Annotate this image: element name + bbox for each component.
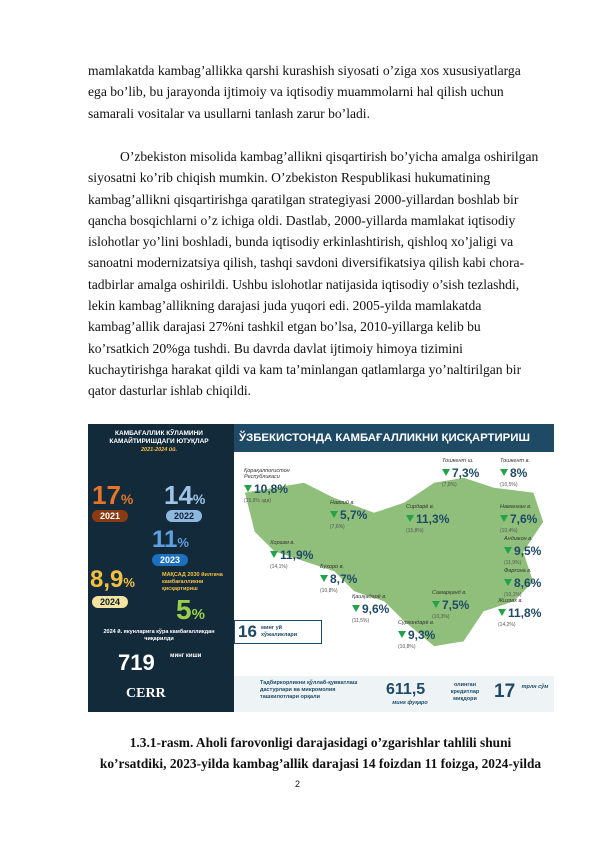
region-tashkent-region: Тошкент в. 8% (10,5%)	[500, 458, 530, 488]
infographic-left-panel	[88, 424, 234, 712]
region-fergana: Фарғона в. 8,6% (10,1%)	[504, 568, 542, 598]
text-line: sanoatni modernizatsiya qilish, tashqi savdoni diversifikatsiya qilish kabi chora-	[88, 255, 525, 271]
region-navoi: Навоий в. 5,7% (7,6%)	[330, 500, 368, 530]
region-jizzakh: Жиззах в. 11,8% (14,2%)	[498, 598, 542, 628]
text-line: ega bo’lib, bu jarayonda ijtimoiy va iqtisodiy muammolarni hal qilish uchun	[88, 84, 504, 100]
region-khorezm: Хоразм в. 11,9% (14,1%)	[270, 540, 314, 570]
text-line: siyosatni ko’rib chiqish mumkin. O’zbekiston Respublikasi hukumatining	[88, 170, 491, 186]
region-samarkand: Самарқанд в. 7,5% (10,3%)	[432, 590, 470, 620]
region-tashkent-city: Тошкент ш. 7,3% (7,8%)	[442, 458, 480, 488]
exit-value: 719	[118, 650, 155, 675]
text-line: islohotlar yo’lini boshladi, bunda iqtisodiy erkinlashtirish, qishloq xo’jaligi va	[88, 234, 514, 250]
credit-unit: минг фуқаро	[392, 700, 428, 706]
infographic-figure	[88, 424, 554, 712]
value-2021: 17%	[92, 480, 134, 510]
value-2024: 8,9%	[90, 566, 135, 593]
exit-text: 2024 й. якунларига кўра камбағалликдан чиқарилди	[103, 629, 215, 642]
cerr-logo: CERR	[126, 686, 166, 701]
mahalla-box	[234, 620, 322, 644]
left-subtitle: 2021-2024 йй.	[140, 447, 178, 453]
loan-text: олинган кредитлар миқдори	[450, 682, 480, 702]
text-line: qancha bosqichlarni o’z ichiga oldi. Dastlab, 2000-yillarda mamlakat iqtisodiy	[88, 212, 516, 228]
page-number: 2	[294, 779, 300, 789]
loan-value: 17	[494, 681, 516, 702]
region-syrdarya: Сирдарё в. 11,3% (15,8%)	[406, 504, 450, 534]
region-bukhara: Бухоро в. 8,7% (10,8%)	[320, 564, 358, 594]
region-andijan: Андижон в. 9,5% (11,9%)	[504, 536, 542, 566]
bottom-strip	[234, 676, 554, 712]
year-2024: 2024	[92, 596, 128, 608]
credit-value: 611,5	[386, 681, 426, 698]
text-line: samarali vositalar va usullarni tanlash zarur bo’ladi.	[88, 105, 370, 121]
text-line: qator dasturlar ishlab chiqildi.	[88, 383, 252, 399]
text-line: tadbirlar amalga oshirildi. Ushbu islohotlar natijasida iqtisodiy o’sish tezlashdi,	[88, 276, 520, 292]
left-title: КАМБАҒАЛЛИК КЎЛАМИНИ КАМАЙТИРИШДАГИ ЮТУҚЛАР	[109, 430, 209, 445]
banner-title: ЎЗБЕКИСТОНДА КАМБАҒАЛЛИКНИ ҚИСҚАРТИРИШ	[234, 424, 554, 452]
paragraph-2	[88, 146, 553, 402]
mahalla-value: 16	[238, 622, 257, 641]
text-line: lekin kambag’allikning darajasi juda yuqori edi. 2005-yilda mamlakatda	[88, 298, 482, 314]
region-karakalpakstan: Қорақалпоғистон Республикаси 10,8% (15,6% эди)	[244, 468, 290, 504]
text-line: mamlakatda kambag’allikka qarshi kurashish siyosati o’ziga xos xususiyatlarga	[88, 63, 521, 78]
caption-line: ko’rsatdiki, 2023-yilda kambag’allik darajasi 14 foizdan 11 foizga, 2024-yilda	[99, 756, 542, 771]
mahalla-text: минг уй хўжаликлари	[261, 625, 298, 638]
text-line: kambag’allik darajasi 27%ni tashkil etgan bo’lsa, 2010-yillarga kelib bu	[88, 319, 481, 335]
year-2021: 2021	[92, 510, 128, 522]
region-namangan: Наманган в. 7,6% (10,4%)	[500, 504, 538, 534]
text-line: O’zbekiston misolida kambag’allikni qisqartirish bo’yicha amalga oshirilgan	[120, 149, 539, 164]
text-line: kambag’allikni qisqartirishga qaratilgan strategiyasi 2000-yillardan boshlab bir	[88, 191, 519, 207]
figure-caption	[88, 732, 553, 774]
infographic-right-panel	[234, 424, 554, 712]
value-2023: 11%	[152, 526, 189, 553]
year-2023: 2023	[152, 554, 188, 566]
goal-value: 5%	[176, 594, 205, 625]
year-2022: 2022	[166, 510, 202, 522]
value-2022: 14%	[164, 480, 206, 510]
region-kashkadarya: Қашқадарё в. 9,6% (11,5%)	[352, 594, 390, 624]
paragraph-1	[88, 60, 553, 124]
exit-unit: минг киши	[170, 653, 202, 659]
region-surkhandarya: Сурхондарё в. 9,3% (10,8%)	[398, 620, 436, 650]
text-line: ko’rsatkich 20%ga tushdi. Bu davrda davlat ijtimoiy himoya tizimini	[88, 340, 463, 356]
text-line: kuchaytirishga harakat qildi va kam ta’minlangan qatlamlarga yo’naltirilgan bir	[88, 361, 522, 377]
goal-text: МАҚСАД 2030 йилгача камбағалликни қисқартириш	[162, 572, 223, 592]
loan-unit: трлн сўм	[521, 684, 549, 690]
credit-text: Тадбиркорликни қўллаб-қувватлаш дастурлари ва микромолия ташкилотлари орқали	[260, 680, 358, 700]
caption-line: 1.3.1-rasm. Aholi farovonligi darajasidagi o’zgarishlar tahlili shuni	[129, 735, 512, 750]
